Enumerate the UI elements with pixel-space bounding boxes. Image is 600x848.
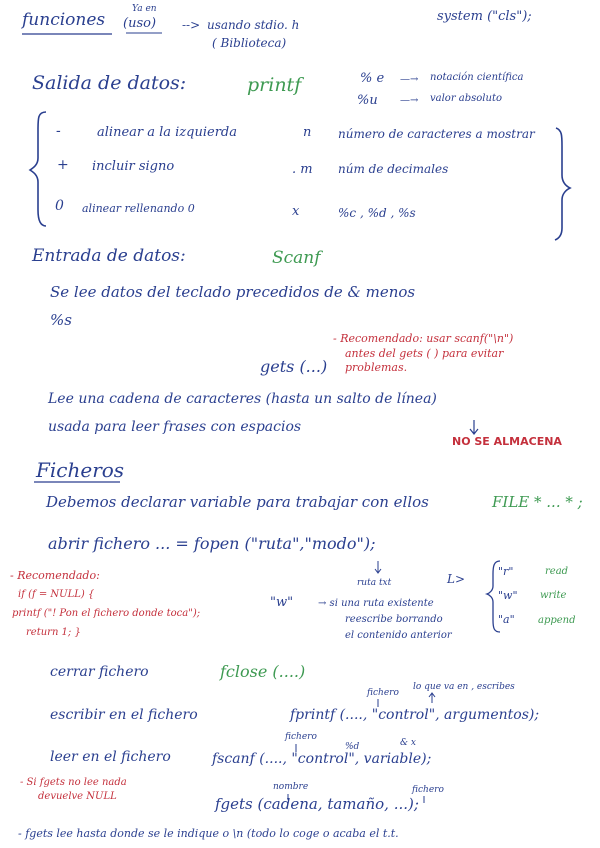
gets-recommendation: - Recomendado: usar scanf("\n") bbox=[333, 332, 514, 345]
format-e: % e bbox=[360, 71, 385, 86]
scanf-desc: Se lee datos del teclado precedidos de & menos bbox=[50, 283, 416, 301]
arrow-down bbox=[470, 420, 478, 434]
heading-funciones: funciones bbox=[22, 10, 106, 30]
arrow-e: —→ bbox=[400, 74, 419, 85]
mode-r: "r" bbox=[498, 565, 514, 578]
fgets-call: fgets (cadena, tamaño, ...); bbox=[215, 795, 419, 813]
scanf-desc-2: %s bbox=[50, 311, 72, 329]
ficheros-title: Ficheros bbox=[36, 458, 125, 482]
fichero-note: fichero bbox=[285, 732, 317, 742]
d-note: %d bbox=[345, 742, 360, 752]
fgets-null-note-2: devuelve NULL bbox=[38, 791, 117, 802]
file-type: FILE * ... * ; bbox=[492, 493, 583, 511]
mode-w: "w" bbox=[498, 589, 518, 602]
gets-desc-2: usada para leer frases con espacios bbox=[48, 419, 302, 435]
w-mode-desc-2: reescribe borrando bbox=[345, 614, 443, 625]
modes-arrow: L> bbox=[447, 572, 466, 586]
arrow-u: —→ bbox=[400, 95, 419, 106]
salida-title: Salida de datos: bbox=[32, 72, 187, 94]
escribir-label: escribir en el fichero bbox=[50, 707, 198, 723]
gets-desc: Lee una cadena de caracteres (hasta un salto de línea) bbox=[48, 391, 437, 407]
gets-recommendation-3: problemas. bbox=[345, 361, 408, 374]
fgets-null-note: - Si fgets no lee nada bbox=[20, 777, 127, 788]
fgets-desc: - fgets lee hasta donde se le indique o \n (todo lo coge o acaba el t.t. bbox=[18, 827, 399, 840]
fopen-rec-line: printf ("! Pon el fichero donde toca"); bbox=[12, 608, 201, 619]
fopen-rec-line: return 1; } bbox=[26, 627, 81, 638]
ya-en-note: Ya en bbox=[132, 4, 157, 14]
mode-r-label: read bbox=[545, 566, 569, 577]
mode-a: "a" bbox=[498, 613, 515, 626]
flag-sym: + bbox=[57, 157, 69, 173]
w-mode-desc-3: el contenido anterior bbox=[345, 630, 452, 641]
nombre-note: nombre bbox=[273, 782, 309, 792]
fscanf-call: fscanf (...., "control", variable); bbox=[212, 751, 432, 767]
w-mode-desc: → si una ruta existente bbox=[318, 598, 434, 609]
usando-stdio: usando stdio. h bbox=[207, 18, 300, 32]
leer-label: leer en el fichero bbox=[50, 749, 171, 765]
scanf-label: Scanf bbox=[272, 248, 321, 268]
gets-recommendation-2: antes del gets ( ) para evitar bbox=[345, 347, 504, 360]
loque-note: lo que va en , escribes bbox=[413, 682, 515, 692]
fopen-recommendation: - Recomendado: bbox=[10, 569, 100, 582]
uso-note: (uso) bbox=[123, 16, 157, 31]
flag-desc: incluir signo bbox=[92, 159, 175, 174]
left-brace bbox=[30, 112, 46, 226]
fichero-note: fichero bbox=[412, 785, 444, 795]
arrow-up bbox=[429, 693, 435, 703]
format-u-desc: valor absoluto bbox=[430, 93, 502, 104]
flag-desc: alinear a la izquierda bbox=[97, 125, 237, 140]
printf-label: printf bbox=[247, 74, 302, 96]
flag-sym: 0 bbox=[55, 198, 64, 214]
fclose-call: fclose (....) bbox=[220, 662, 306, 681]
precision-code: . m bbox=[292, 162, 313, 177]
type-note: %c , %d , %s bbox=[338, 206, 416, 220]
arrow-usando: --> bbox=[182, 18, 201, 32]
fopen-rec-line: if (f = NULL) { bbox=[18, 589, 95, 600]
mode-a-label: append bbox=[538, 615, 576, 626]
type-code: x bbox=[292, 204, 300, 219]
format-e-desc: notación científica bbox=[430, 72, 524, 83]
format-u: %u bbox=[357, 93, 378, 108]
modes-brace bbox=[487, 561, 500, 632]
flag-desc: alinear rellenando 0 bbox=[82, 202, 195, 215]
ruta-txt-note: ruta txt bbox=[357, 578, 392, 588]
no-se-almacena: NO SE ALMACENA bbox=[452, 435, 562, 448]
gets-label: gets (...) bbox=[260, 357, 328, 376]
fichero-note: fichero bbox=[367, 688, 399, 698]
width-note: número de caracteres a mostrar bbox=[338, 127, 535, 141]
precision-note: núm de decimales bbox=[338, 162, 449, 176]
system-cls: system ("cls"); bbox=[437, 9, 532, 24]
arrow-down bbox=[375, 561, 381, 573]
w-mode-note: "w" bbox=[270, 595, 294, 610]
fprintf-call: fprintf (...., "control", argumentos); bbox=[290, 707, 540, 723]
entrada-title: Entrada de datos: bbox=[32, 246, 186, 266]
cerrar-label: cerrar fichero bbox=[50, 664, 149, 680]
declarar-desc: Debemos declarar variable para trabajar con ellos bbox=[46, 493, 429, 511]
flag-sym: - bbox=[56, 123, 61, 139]
right-brace bbox=[555, 128, 570, 240]
mode-w-label: write bbox=[540, 590, 567, 601]
biblioteca-note: ( Biblioteca) bbox=[212, 36, 287, 50]
width-code: n bbox=[303, 125, 312, 140]
amp-note: & x bbox=[400, 738, 416, 748]
fopen-line: abrir fichero ... = fopen ("ruta","modo"); bbox=[48, 534, 376, 553]
